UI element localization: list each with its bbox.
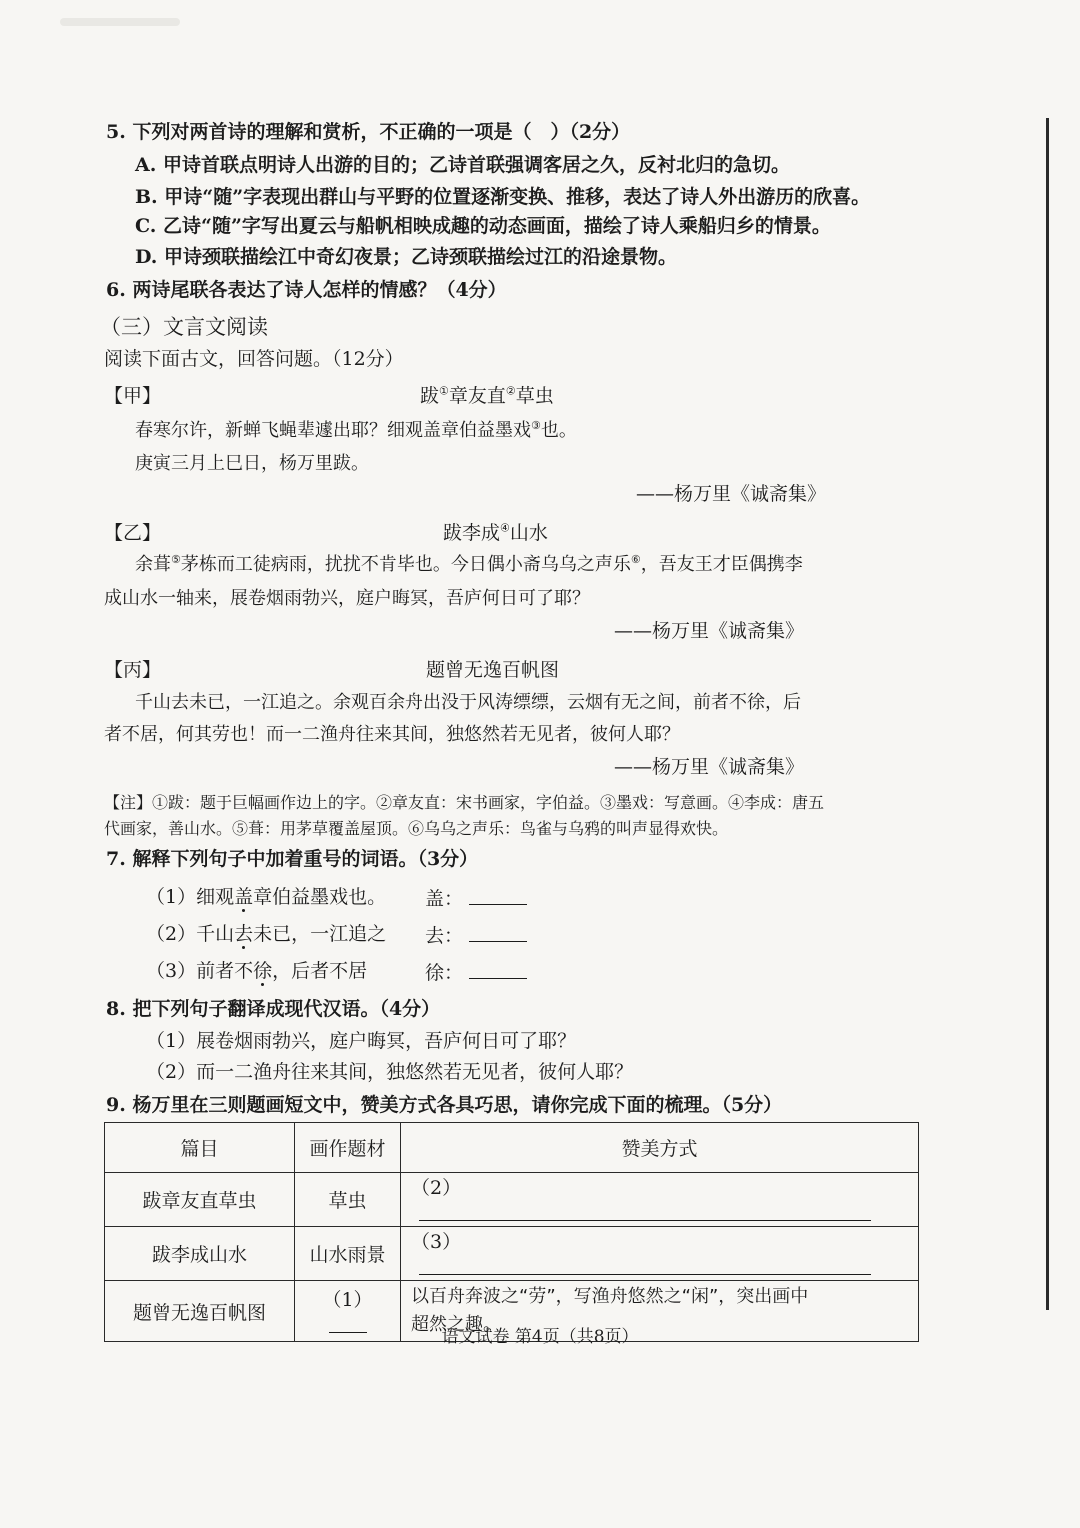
answer-blank[interactable]: [469, 884, 527, 905]
passage-yi-title: 跋李成④山水: [443, 521, 548, 544]
table-cell: 跋李成山水: [105, 1227, 295, 1281]
emphasis-mark: 徐: [253, 960, 273, 982]
emphasis-mark: 盖: [234, 886, 254, 908]
q7-item-1: （1）细观盖章伯益墨戏也。: [146, 886, 387, 908]
answer-blank[interactable]: [419, 1254, 871, 1275]
passage-bing-source: ——杨万里《诚斋集》: [614, 756, 805, 778]
q9-table: [104, 1122, 919, 1342]
table-header: 赞美方式: [401, 1123, 919, 1173]
passage-yi-line2: 成山水一轴来，展卷烟雨勃兴，庭户晦冥，吾庐何日可了耶？: [104, 588, 590, 609]
passage-yi-line1: 余葺⑤茅栋而工徒病雨，扰扰不肯毕也。今日偶小斋乌乌之声乐⑥，吾友王才臣偶携李: [135, 553, 803, 575]
annotation-line2: 代画家，善山水。⑤葺：用茅草覆盖屋顶。⑥乌乌之声乐：鸟雀与乌鸦的叫声显得欢快。: [104, 819, 729, 838]
passage-jia-title: 跋①章友直②草虫: [420, 384, 554, 407]
right-margin-rule: [1046, 118, 1049, 1310]
table-row: [105, 1227, 919, 1281]
table-header-row: [105, 1123, 919, 1173]
passage-jia-line2: 庚寅三月上巳日，杨万里跋。: [135, 453, 369, 474]
answer-blank[interactable]: [469, 958, 527, 979]
table-cell-answer: （1）: [295, 1281, 401, 1342]
passage-jia-line1: 春寒尔许，新蝉飞蝇辈遽出耶？细观盖章伯益墨戏③也。: [135, 419, 577, 441]
passage-yi-source: ——杨万里《诚斋集》: [614, 620, 805, 642]
q5-option-a: A. 甲诗首联点明诗人出游的目的；乙诗首联强调客居之久，反衬北归的急切。: [135, 154, 790, 176]
q5-option-d: D. 甲诗颈联描绘江中奇幻夜景；乙诗颈联描绘过江的沿途景物。: [135, 246, 678, 268]
section-instruction: 阅读下面古文，回答问题。（12分）: [104, 348, 404, 370]
table-header: 篇目: [105, 1123, 295, 1173]
passage-bing-line2: 者不居，何其劳也！而一二渔舟往来其间，独悠然若无见者，彼何人耶？: [104, 724, 680, 745]
q8-item-1: （1）展卷烟雨勃兴，庭户晦冥，吾庐何日可了耶？: [146, 1030, 577, 1052]
q9-stem: 9. 杨万里在三则题画短文中，赞美方式各具巧思，请你完成下面的梳理。（5分）: [106, 1094, 783, 1116]
passage-jia-label: 【甲】: [104, 385, 162, 407]
q8-stem: 8. 把下列句子翻译成现代汉语。（4分）: [106, 998, 441, 1020]
praise-text-line1: 以百舟奔波之“劳”，写渔舟悠然之“闲”，突出画中: [411, 1286, 809, 1307]
passage-yi-label: 【乙】: [104, 522, 162, 544]
scan-artifact: [60, 18, 180, 26]
answer-blank[interactable]: [469, 921, 527, 942]
q7-answer-2: 去：: [425, 921, 527, 949]
table-cell-answer: （3）: [401, 1227, 919, 1281]
passage-bing-label: 【丙】: [104, 659, 162, 681]
q7-answer-3: 徐：: [425, 958, 527, 986]
q7-item-2: （2）千山去未已，一江追之: [146, 923, 387, 945]
table-cell: 山水雨景: [295, 1227, 401, 1281]
page-footer: 语文试卷 第4页（共8页）: [441, 1327, 639, 1347]
table-cell: 题曾无逸百帆图: [105, 1281, 295, 1342]
table-header: 画作题材: [295, 1123, 401, 1173]
table-cell-answer: （2）: [401, 1173, 919, 1227]
q5-option-b: B. 甲诗“随”字表现出群山与平野的位置逐渐变换、推移，表达了诗人外出游历的欣喜。: [135, 186, 871, 208]
passage-bing-title: 题曾无逸百帆图: [426, 659, 560, 681]
emphasis-mark: 去: [234, 923, 254, 945]
q7-item-3: （3）前者不徐，后者不居: [146, 960, 368, 982]
answer-blank[interactable]: [419, 1200, 871, 1221]
passage-jia-source: ——杨万里《诚斋集》: [636, 483, 827, 505]
passage-bing-line1: 千山去未已，一江追之。余观百余舟出没于风涛缥缥，云烟有无之间，前者不徐，后: [135, 692, 801, 713]
q7-stem: 7. 解释下列句子中加着重号的词语。（3分）: [106, 848, 479, 870]
q5-option-c: C. 乙诗“随”字写出夏云与船帆相映成趣的动态画面，描绘了诗人乘船归乡的情景。: [135, 215, 831, 237]
table-cell: 跋章友直草虫: [105, 1173, 295, 1227]
q5-stem: 5. 下列对两首诗的理解和赏析，不正确的一项是（ ）（2分）: [106, 121, 631, 143]
q8-item-2: （2）而一二渔舟往来其间，独悠然若无见者，彼何人耶？: [146, 1061, 634, 1083]
praise-text-line2: 超然之趣。: [411, 1314, 501, 1335]
table-row: [105, 1173, 919, 1227]
q6-stem: 6. 两诗尾联各表达了诗人怎样的情感？（4分）: [106, 279, 507, 301]
section-heading: （三）文言文阅读: [100, 315, 268, 339]
table-cell: 草虫: [295, 1173, 401, 1227]
q7-answer-1: 盖：: [425, 884, 527, 912]
annotation-line1: 【注】①跋：题于巨幅画作边上的字。②章友直：宋书画家，字伯益。③墨戏：写意画。④李成：唐五: [104, 793, 825, 812]
